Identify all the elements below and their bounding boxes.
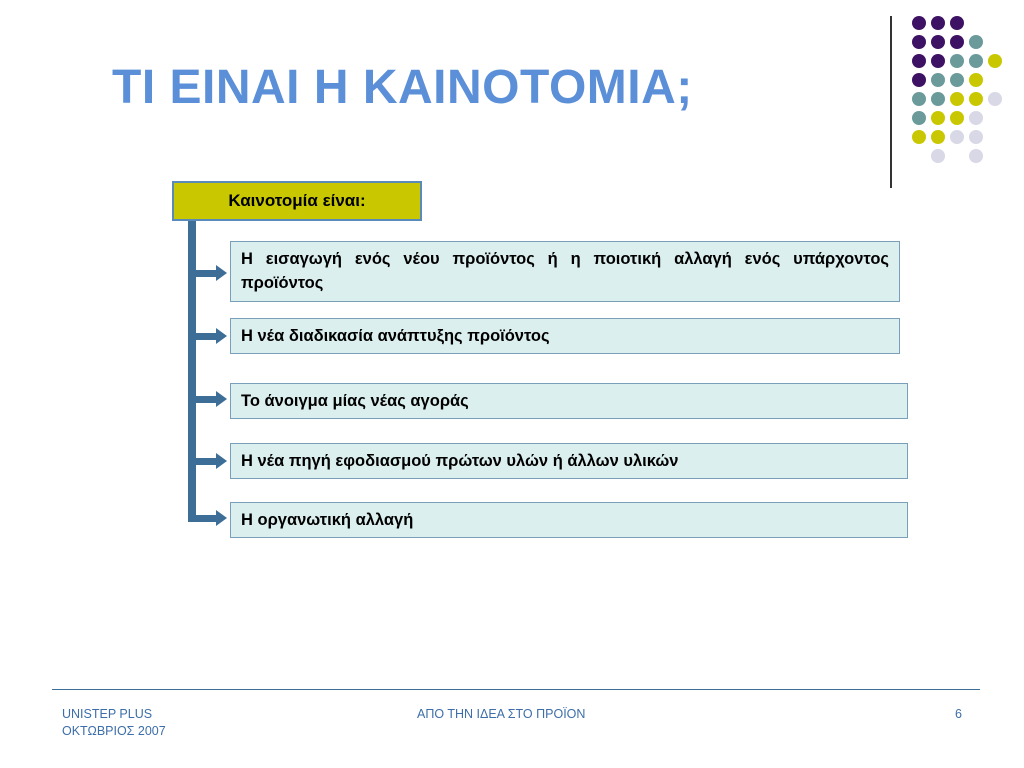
decorative-dot bbox=[931, 130, 945, 144]
decorative-dot bbox=[912, 54, 926, 68]
decorative-dot bbox=[931, 35, 945, 49]
connector-branch bbox=[196, 458, 218, 465]
connector-trunk bbox=[188, 221, 196, 522]
arrow-right-icon bbox=[216, 391, 227, 407]
footer-org: UNISTEP PLUS bbox=[62, 707, 153, 721]
decorative-dot bbox=[988, 92, 1002, 106]
decorative-dot bbox=[988, 54, 1002, 68]
footer-center-title: ΑΠΟ ΤΗΝ ΙΔΕΑ ΣΤΟ ΠΡΟΪΟΝ bbox=[417, 707, 586, 721]
arrow-right-icon bbox=[216, 510, 227, 526]
list-item: Η εισαγωγή ενός νέου προϊόντος ή η ποιοτική αλλαγή ενός υπάρχοντος προϊόντος bbox=[230, 241, 900, 302]
decorative-dot-grid bbox=[0, 0, 1024, 200]
connector-branch bbox=[196, 270, 218, 277]
decorative-dot bbox=[950, 92, 964, 106]
connector-branch bbox=[196, 396, 218, 403]
decorative-dot bbox=[912, 130, 926, 144]
decorative-dot bbox=[969, 73, 983, 87]
decorative-dot bbox=[950, 54, 964, 68]
decorative-dot bbox=[912, 35, 926, 49]
page-number: 6 bbox=[955, 707, 962, 721]
list-item: Η νέα πηγή εφοδιασμού πρώτων υλών ή άλλων υλικών bbox=[230, 443, 908, 479]
decorative-dot bbox=[969, 130, 983, 144]
decorative-dot bbox=[969, 54, 983, 68]
decorative-dot bbox=[969, 111, 983, 125]
decorative-dot bbox=[912, 16, 926, 30]
arrow-right-icon bbox=[216, 453, 227, 469]
decorative-dot bbox=[950, 35, 964, 49]
root-node-label: Καινοτομία είναι: bbox=[228, 191, 366, 210]
decorative-dot bbox=[931, 111, 945, 125]
decorative-dot bbox=[950, 111, 964, 125]
decorative-dot bbox=[950, 73, 964, 87]
connector-branch bbox=[196, 515, 218, 522]
decorative-dot bbox=[969, 149, 983, 163]
decorative-dot bbox=[912, 73, 926, 87]
list-item: Η νέα διαδικασία ανάπτυξης προϊόντος bbox=[230, 318, 900, 354]
connector-branch bbox=[196, 333, 218, 340]
decorative-dot bbox=[931, 73, 945, 87]
footer-divider bbox=[52, 689, 980, 690]
decorative-dot bbox=[931, 92, 945, 106]
decorative-dot bbox=[912, 111, 926, 125]
decorative-dot bbox=[950, 130, 964, 144]
arrow-right-icon bbox=[216, 265, 227, 281]
decorative-dot bbox=[912, 92, 926, 106]
list-item: Το άνοιγμα μίας νέας αγοράς bbox=[230, 383, 908, 419]
decorative-dot bbox=[931, 16, 945, 30]
decorative-dot bbox=[969, 92, 983, 106]
decorative-dot bbox=[969, 35, 983, 49]
decorative-dot bbox=[931, 54, 945, 68]
decorative-dot bbox=[931, 149, 945, 163]
decorative-dot bbox=[950, 16, 964, 30]
root-node bbox=[172, 181, 422, 221]
list-item: Η οργανωτική αλλαγή bbox=[230, 502, 908, 538]
arrow-right-icon bbox=[216, 328, 227, 344]
slide-title: ΤΙ ΕΙΝΑΙ Η ΚΑΙΝΟΤΟΜΙΑ; bbox=[112, 61, 693, 114]
footer-date: ΟΚΤΩΒΡΙΟΣ 2007 bbox=[62, 724, 166, 738]
